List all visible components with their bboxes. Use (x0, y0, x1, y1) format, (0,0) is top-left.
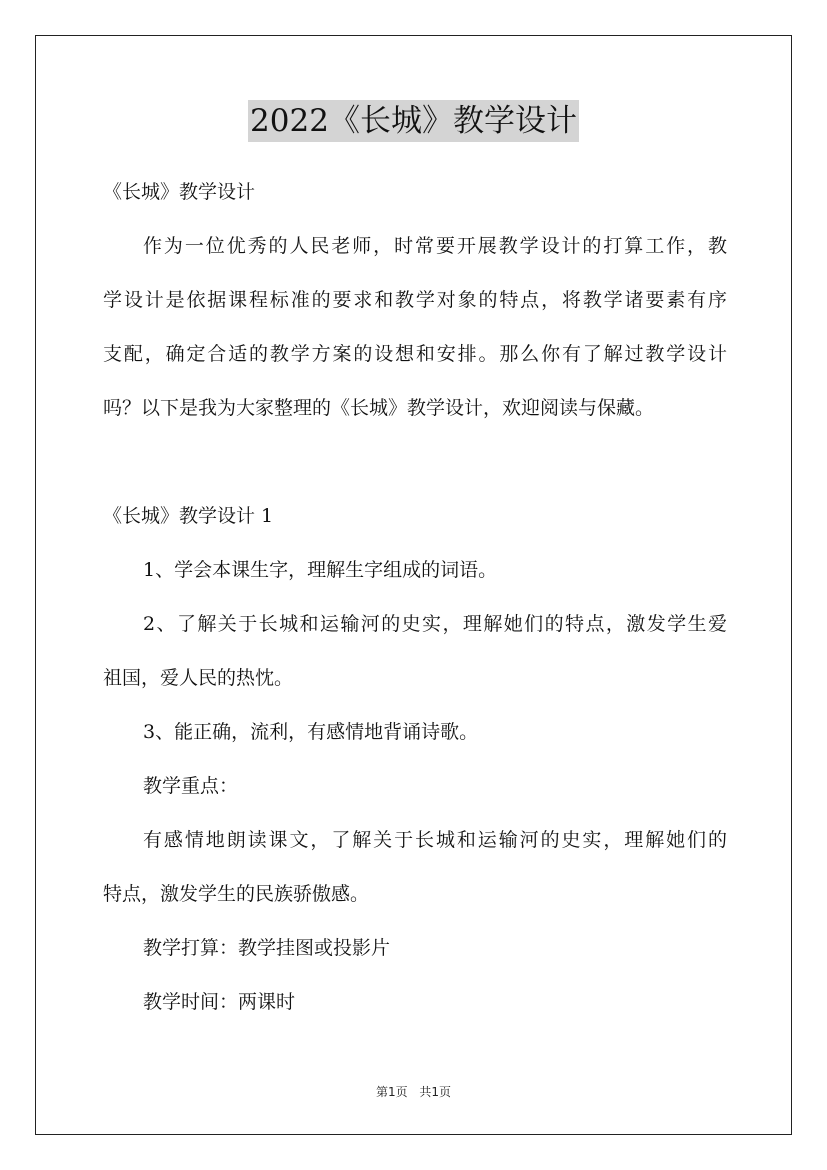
objective-item-2-line-1: 2、了解关于长城和运输河的史实，理解她们的特点，激发学生爱 (143, 613, 727, 635)
document-title-text: 2022《长城》教学设计 (248, 100, 579, 142)
intro-line-2: 学设计是依据课程标准的要求和教学对象的特点，将教学诸要素有序 (103, 289, 727, 311)
section-heading: 《长城》教学设计 1 (103, 505, 274, 527)
page-footer (0, 1083, 827, 1100)
intro-line-1: 作为一位优秀的人民老师，时常要开展教学设计的打算工作，教 (143, 235, 727, 257)
document-body (103, 165, 727, 1029)
page-number: 第1页 (375, 1085, 408, 1099)
focus-label: 教学重点： (143, 775, 239, 797)
focus-line-1: 有感情地朗读课文，了解关于长城和运输河的史实，理解她们的 (143, 829, 727, 851)
focus-line-2: 特点，激发学生的民族骄傲感。 (103, 883, 370, 905)
page-total: 共1页 (419, 1085, 452, 1099)
teaching-time: 教学时间：两课时 (143, 991, 296, 1013)
subtitle: 《长城》教学设计 (103, 181, 256, 203)
objective-item-1: 1、学会本课生字，理解生字组成的词语。 (143, 559, 498, 581)
objective-item-3: 3、能正确，流利，有感情地背诵诗歌。 (143, 721, 479, 743)
objective-item-2-line-2: 祖国，爱人民的热忱。 (103, 667, 294, 689)
teaching-prep: 教学打算：教学挂图或投影片 (143, 937, 391, 959)
intro-line-3: 支配，确定合适的教学方案的设想和安排。那么你有了解过教学设计 (103, 343, 727, 365)
intro-line-4: 吗？以下是我为大家整理的《长城》教学设计，欢迎阅读与保藏。 (103, 397, 655, 419)
paragraph-spacer (103, 435, 727, 489)
document-title (0, 100, 827, 142)
